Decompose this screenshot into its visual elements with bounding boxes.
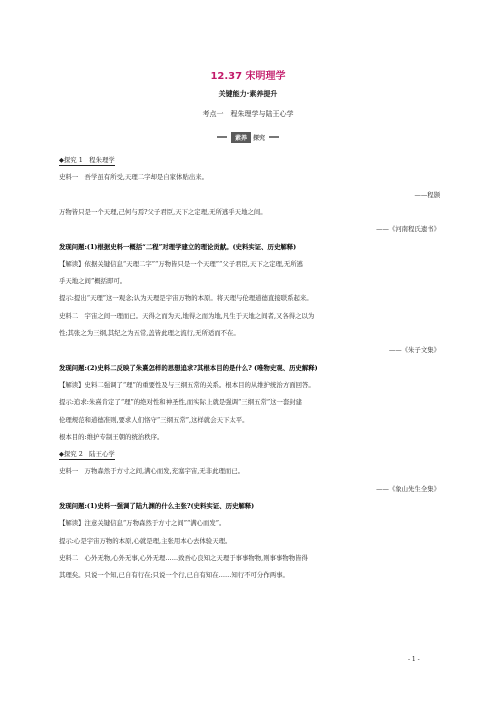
banner-left-bar: [217, 136, 227, 138]
explore-heading: ◆探究 2 陆王心学: [59, 450, 115, 459]
question-line: 发现问题:(2)史料二反映了朱熹怎样的思想追求?其根本目的是什么? (唯物史观、历史解释): [59, 363, 318, 372]
text-line: 其理矣。只说一个知,已自有行在;只说一个行,已自有知在……知行不可分作两事。: [59, 571, 289, 580]
text-line: 乎天地之间”概括即可。: [59, 277, 127, 286]
lesson-title: 12.37 宋明理学: [210, 71, 286, 82]
question-line: 发现问题:(1)史料一强调了陆九渊的什么主张?(史料实证、历史解释): [59, 502, 255, 510]
text-line: 史料二 宇宙之间一理而已。天得之而为天,地得之而为地,凡生于天地之间者,又各得之以为: [59, 311, 315, 320]
source-citation: ——《朱子文集》: [388, 346, 440, 355]
section-subtitle: 关键能力·素养提升: [218, 90, 278, 98]
page-number: - 1 -: [408, 656, 420, 663]
banner-right-bar: [269, 136, 279, 138]
text-line: 提示:提出“天理”这一观念;认为天理是宇宙万物的本原。将天理与伦理道德直接联系起来。: [59, 294, 313, 303]
source-citation: ——《河南程氏遗书》: [376, 225, 440, 234]
text-line: 提示:追求:朱熹肯定了“理”的绝对性和神圣性,而实际上就是强调“三纲五常”这一套封建: [59, 398, 303, 407]
source-citation: ——《象山先生全集》: [376, 484, 440, 493]
text-line: 性;其张之为三纲,其纪之为五常,盖皆此理之流行,无所适而不在。: [59, 329, 240, 337]
text-line: 史料一 万物森然于方寸之间,满心而发,充塞宇宙,无非此理而已。: [59, 467, 245, 476]
literacy-banner: [204, 131, 292, 143]
text-line: 伦理规范和道德准则,要求人们恪守“三纲五常”,这样就会天下太平。: [59, 415, 249, 424]
text-line: 史料二 心外无物,心外无事,心外无理……致吾心良知之天理于事事物物,则事事物物皆得: [59, 553, 308, 562]
text-line: 万物皆只是一个天理,己何与焉?父子君臣,天下之定理,无所逃乎天地之间。: [59, 207, 267, 216]
text-line: 【解读】注意关键信息“万物森然于方寸之间”“满心而发”。: [59, 519, 226, 528]
banner-label: 素养: [231, 132, 251, 143]
text-line: 【解读】史料二强调了“理”的重要性及与三纲五常的关系。根本目的从维护统治方面回答。: [59, 380, 315, 389]
banner-label-2: 探究: [253, 134, 266, 142]
text-line: 提示:心是宇宙万物的本原,心就是理,主张用本心去体验天理。: [59, 536, 232, 545]
explore-heading: ◆探究 1 程朱理学: [59, 156, 115, 164]
text-line: 史料一 吾学虽有所受,天理二字却是自家体贴出来。: [59, 173, 209, 182]
source-citation: ——程颢: [414, 190, 440, 199]
question-line: 发现问题:(1)根据史料一概括“二程”对理学建立的理论贡献。(史料实证、历史解释): [59, 242, 297, 251]
topic-heading: 考点一 程朱理学与陆王心学: [202, 110, 294, 118]
text-line: 【解读】依据关键信息“天理二字”“万物皆只是一个天理”“父子君臣,天下之定理,无所逃: [59, 259, 304, 268]
text-line: 根本目的:维护专制王朝的统治秩序。: [59, 432, 164, 441]
